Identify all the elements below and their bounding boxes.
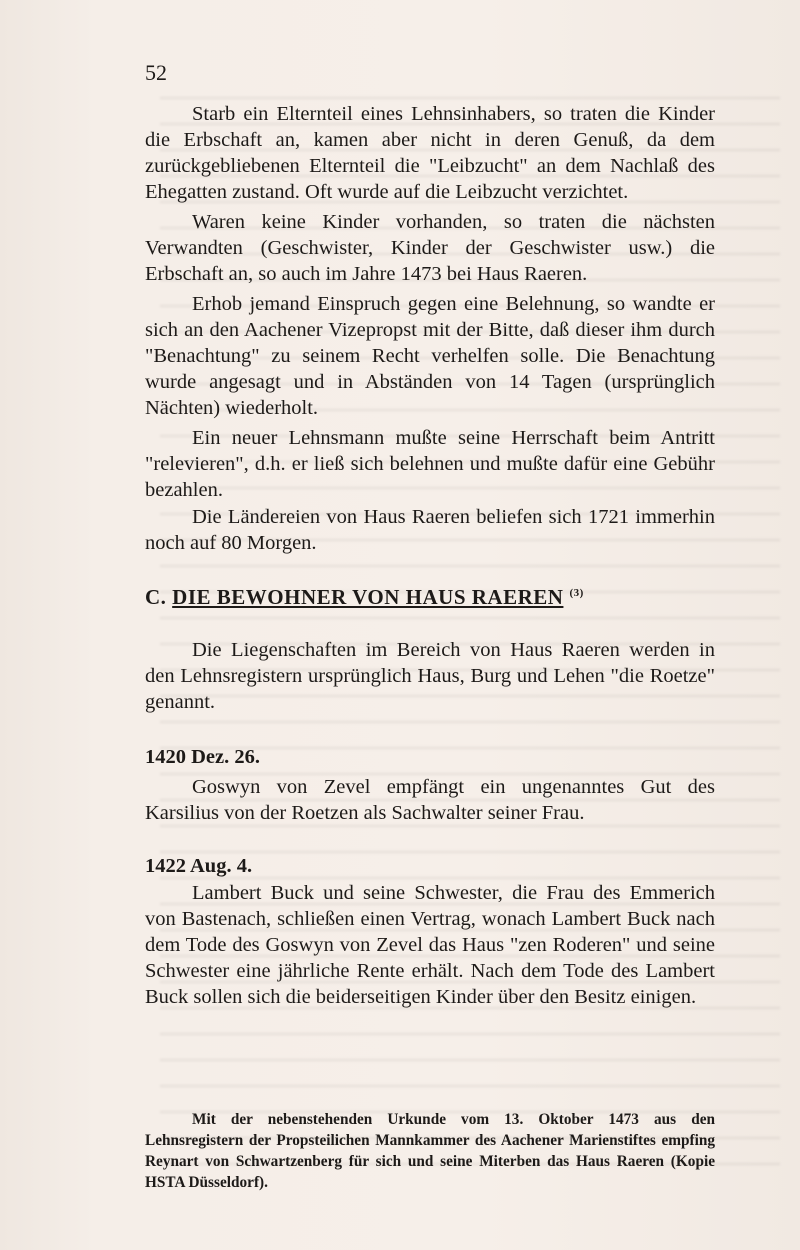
- section-prefix: C.: [145, 585, 167, 609]
- paragraph-relatives: Waren keine Kinder vorhanden, so traten die nächsten Verwandten (Geschwister, Kinder der Geschwister usw.) die Erbschaft an, so auch im Jahre 1473 bei Haus Raeren.: [145, 211, 715, 285]
- paragraph-lands: Die Ländereien von Haus Raeren beliefen sich 1721 immerhin noch auf 80 Morgen.: [145, 506, 715, 554]
- page-number: 52: [145, 60, 167, 85]
- paragraph-liegenschaften: Die Liegenschaften im Bereich von Haus Raeren werden in den Lehnsregistern ursprünglich Haus, Burg und Lehen "die Roetze" genannt.: [145, 639, 715, 713]
- paragraph-objection: Erhob jemand Einspruch gegen eine Belehnung, so wandte er sich an den Aachener Vizepropst mit der Bitte, daß dieser ihm durch "Benachtung" zu seinem Recht verhelfen solle. Die Benachtung wurde angesagt und in Abständen von 14 Tagen (ursprünglich Nächten) wiederholt.: [145, 293, 715, 419]
- entry-date-1420: 1420 Dez. 26.: [145, 746, 261, 768]
- figure-caption: Mit der nebenstehenden Urkunde vom 13. Oktober 1473 aus den Lehnsregistern der Propsteilichen Mannkammer des Aachener Marienstiftes empfing Reynart von Schwartzenberg für sich und seine Miterben das Haus Raeren (Kopie HSTA Düsseldorf).: [145, 1111, 715, 1191]
- entry-text-1422: Lambert Buck und seine Schwester, die Frau des Emmerich von Bastenach, schließen einen Vertrag, wonach Lambert Buck nach dem Tode des Goswyn von Zevel das Haus "zen Roderen" und seine Schwester eine jährliche Rente erhält. Nach dem Tode des Lambert Buck sollen sich die beiderseitigen Kinder über den Besitz einigen.: [145, 882, 715, 1008]
- paragraph-inheritance: Starb ein Elternteil eines Lehnsinhabers, so traten die Kinder die Erbschaft an, kamen aber nicht in deren Genuß, da dem zurückgebliebenen Elternteil die "Leibzucht" an dem Nachlaß des Ehegatten zustand. Oft wurde auf die Leibzucht verzichtet.: [145, 103, 715, 203]
- entry-date-1422: 1422 Aug. 4.: [145, 855, 253, 877]
- section-heading: [145, 585, 584, 610]
- section-footnote: (3): [569, 587, 584, 599]
- section-title: DIE BEWOHNER VON HAUS RAEREN: [172, 585, 564, 609]
- paragraph-relevieren: Ein neuer Lehnsmann mußte seine Herrschaft beim Antritt "relevieren", d.h. er ließ sich belehnen und mußte dafür eine Gebühr bezahlen.: [145, 427, 715, 501]
- entry-text-1420: Goswyn von Zevel empfängt ein ungenanntes Gut des Karsilius von der Roetzen als Sachwalter seiner Frau.: [145, 776, 715, 824]
